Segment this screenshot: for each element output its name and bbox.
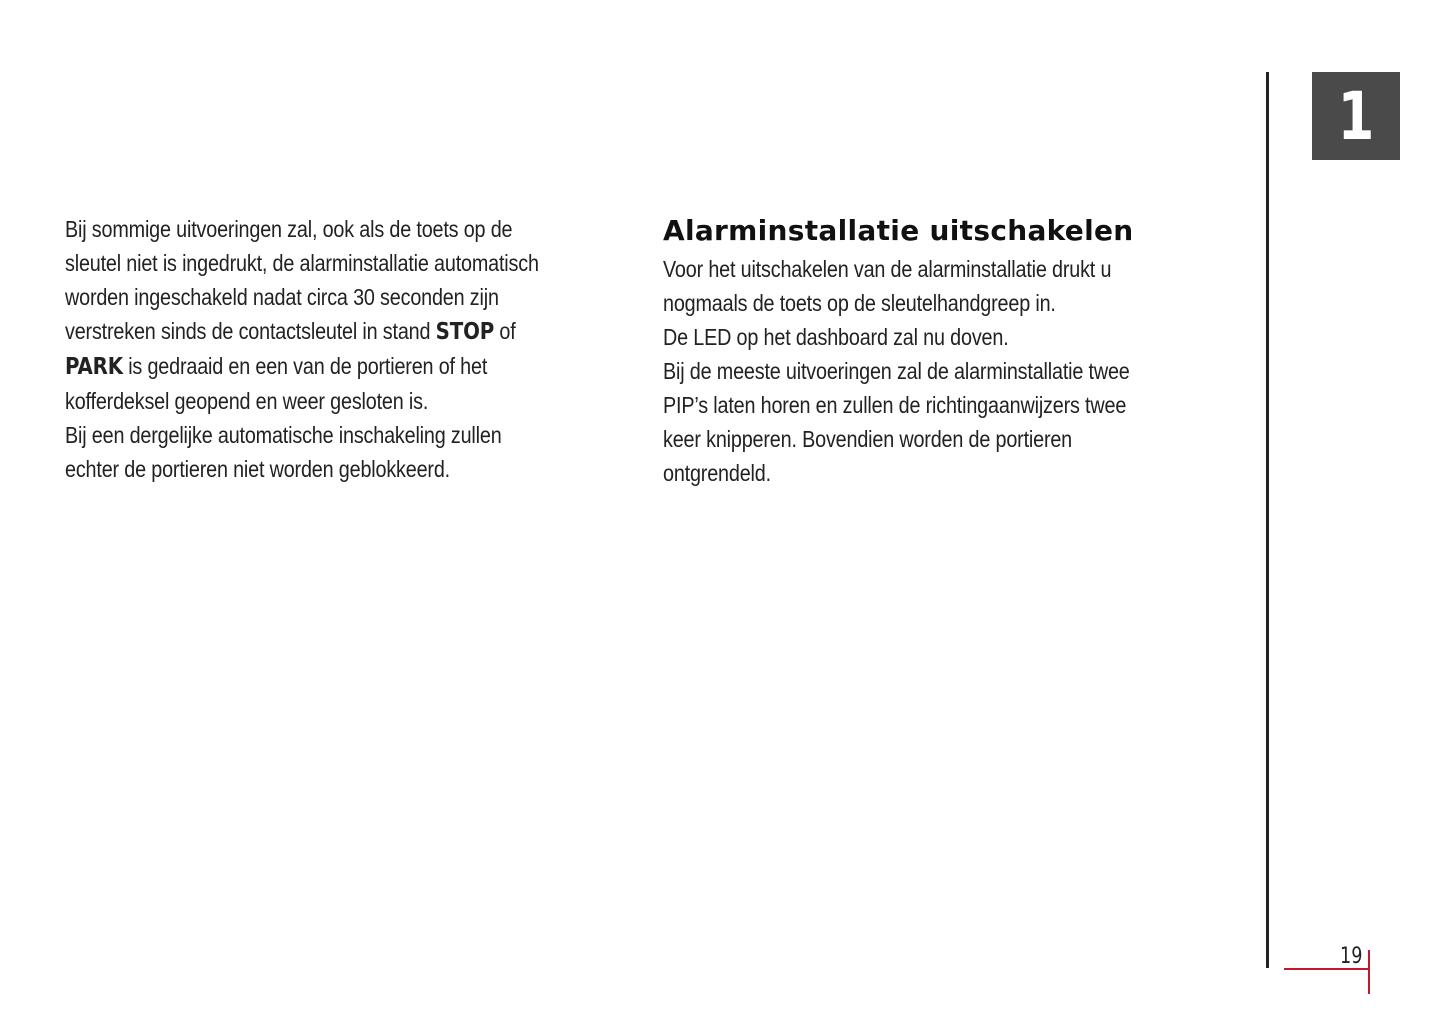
right-line-1: Voor het uitschakelen van de alarminstallatie drukt u bbox=[663, 256, 1112, 282]
right-line-4: Bij de meeste uitvoeringen zal de alarminstallatie twee bbox=[663, 358, 1130, 384]
left-line-3: worden ingeschakeld nadat circa 30 seconden zijn bbox=[65, 284, 499, 310]
margin-rule bbox=[1266, 72, 1269, 968]
left-line-4 bbox=[65, 314, 547, 349]
left-line-4-text: verstreken sinds de contactsleutel in stand bbox=[65, 318, 431, 344]
of-text: of bbox=[499, 318, 516, 344]
right-line-5: PIP’s laten horen en zullen de richtingaanwijzers twee bbox=[663, 392, 1127, 418]
right-line-3: De LED op het dashboard zal nu doven. bbox=[663, 324, 1009, 350]
section-heading: Alarminstallatie uitschakelen bbox=[663, 214, 1134, 247]
left-line-5 bbox=[65, 349, 547, 384]
right-line-2: nogmaals de toets op de sleutelhandgreep in. bbox=[663, 290, 1056, 316]
left-text-column bbox=[65, 212, 625, 486]
chapter-tab bbox=[1312, 72, 1400, 160]
left-line-2: sleutel niet is ingedrukt, de alarminstallatie automatisch bbox=[65, 250, 539, 276]
right-text-column bbox=[663, 212, 1223, 490]
left-line-5-text: is gedraaid en een van de portieren of het bbox=[128, 353, 488, 379]
left-line-6: kofferdeksel geopend en weer gesloten is. bbox=[65, 388, 429, 414]
right-line-7: ontgrendeld. bbox=[663, 460, 771, 486]
right-line-6: keer knipperen. Bovendien worden de portieren bbox=[663, 426, 1073, 452]
page-number: 19 bbox=[1340, 944, 1363, 969]
page-number-tick bbox=[1368, 950, 1370, 994]
park-keyword: PARK bbox=[65, 354, 123, 380]
chapter-number: 1 bbox=[1337, 77, 1375, 155]
stop-keyword: STOP bbox=[435, 319, 495, 345]
left-line-7: Bij een dergelijke automatische inschakeling zullen bbox=[65, 422, 502, 448]
left-line-8: echter de portieren niet worden geblokkeerd. bbox=[65, 456, 450, 482]
left-line-1: Bij sommige uitvoeringen zal, ook als de toets op de bbox=[65, 216, 513, 242]
